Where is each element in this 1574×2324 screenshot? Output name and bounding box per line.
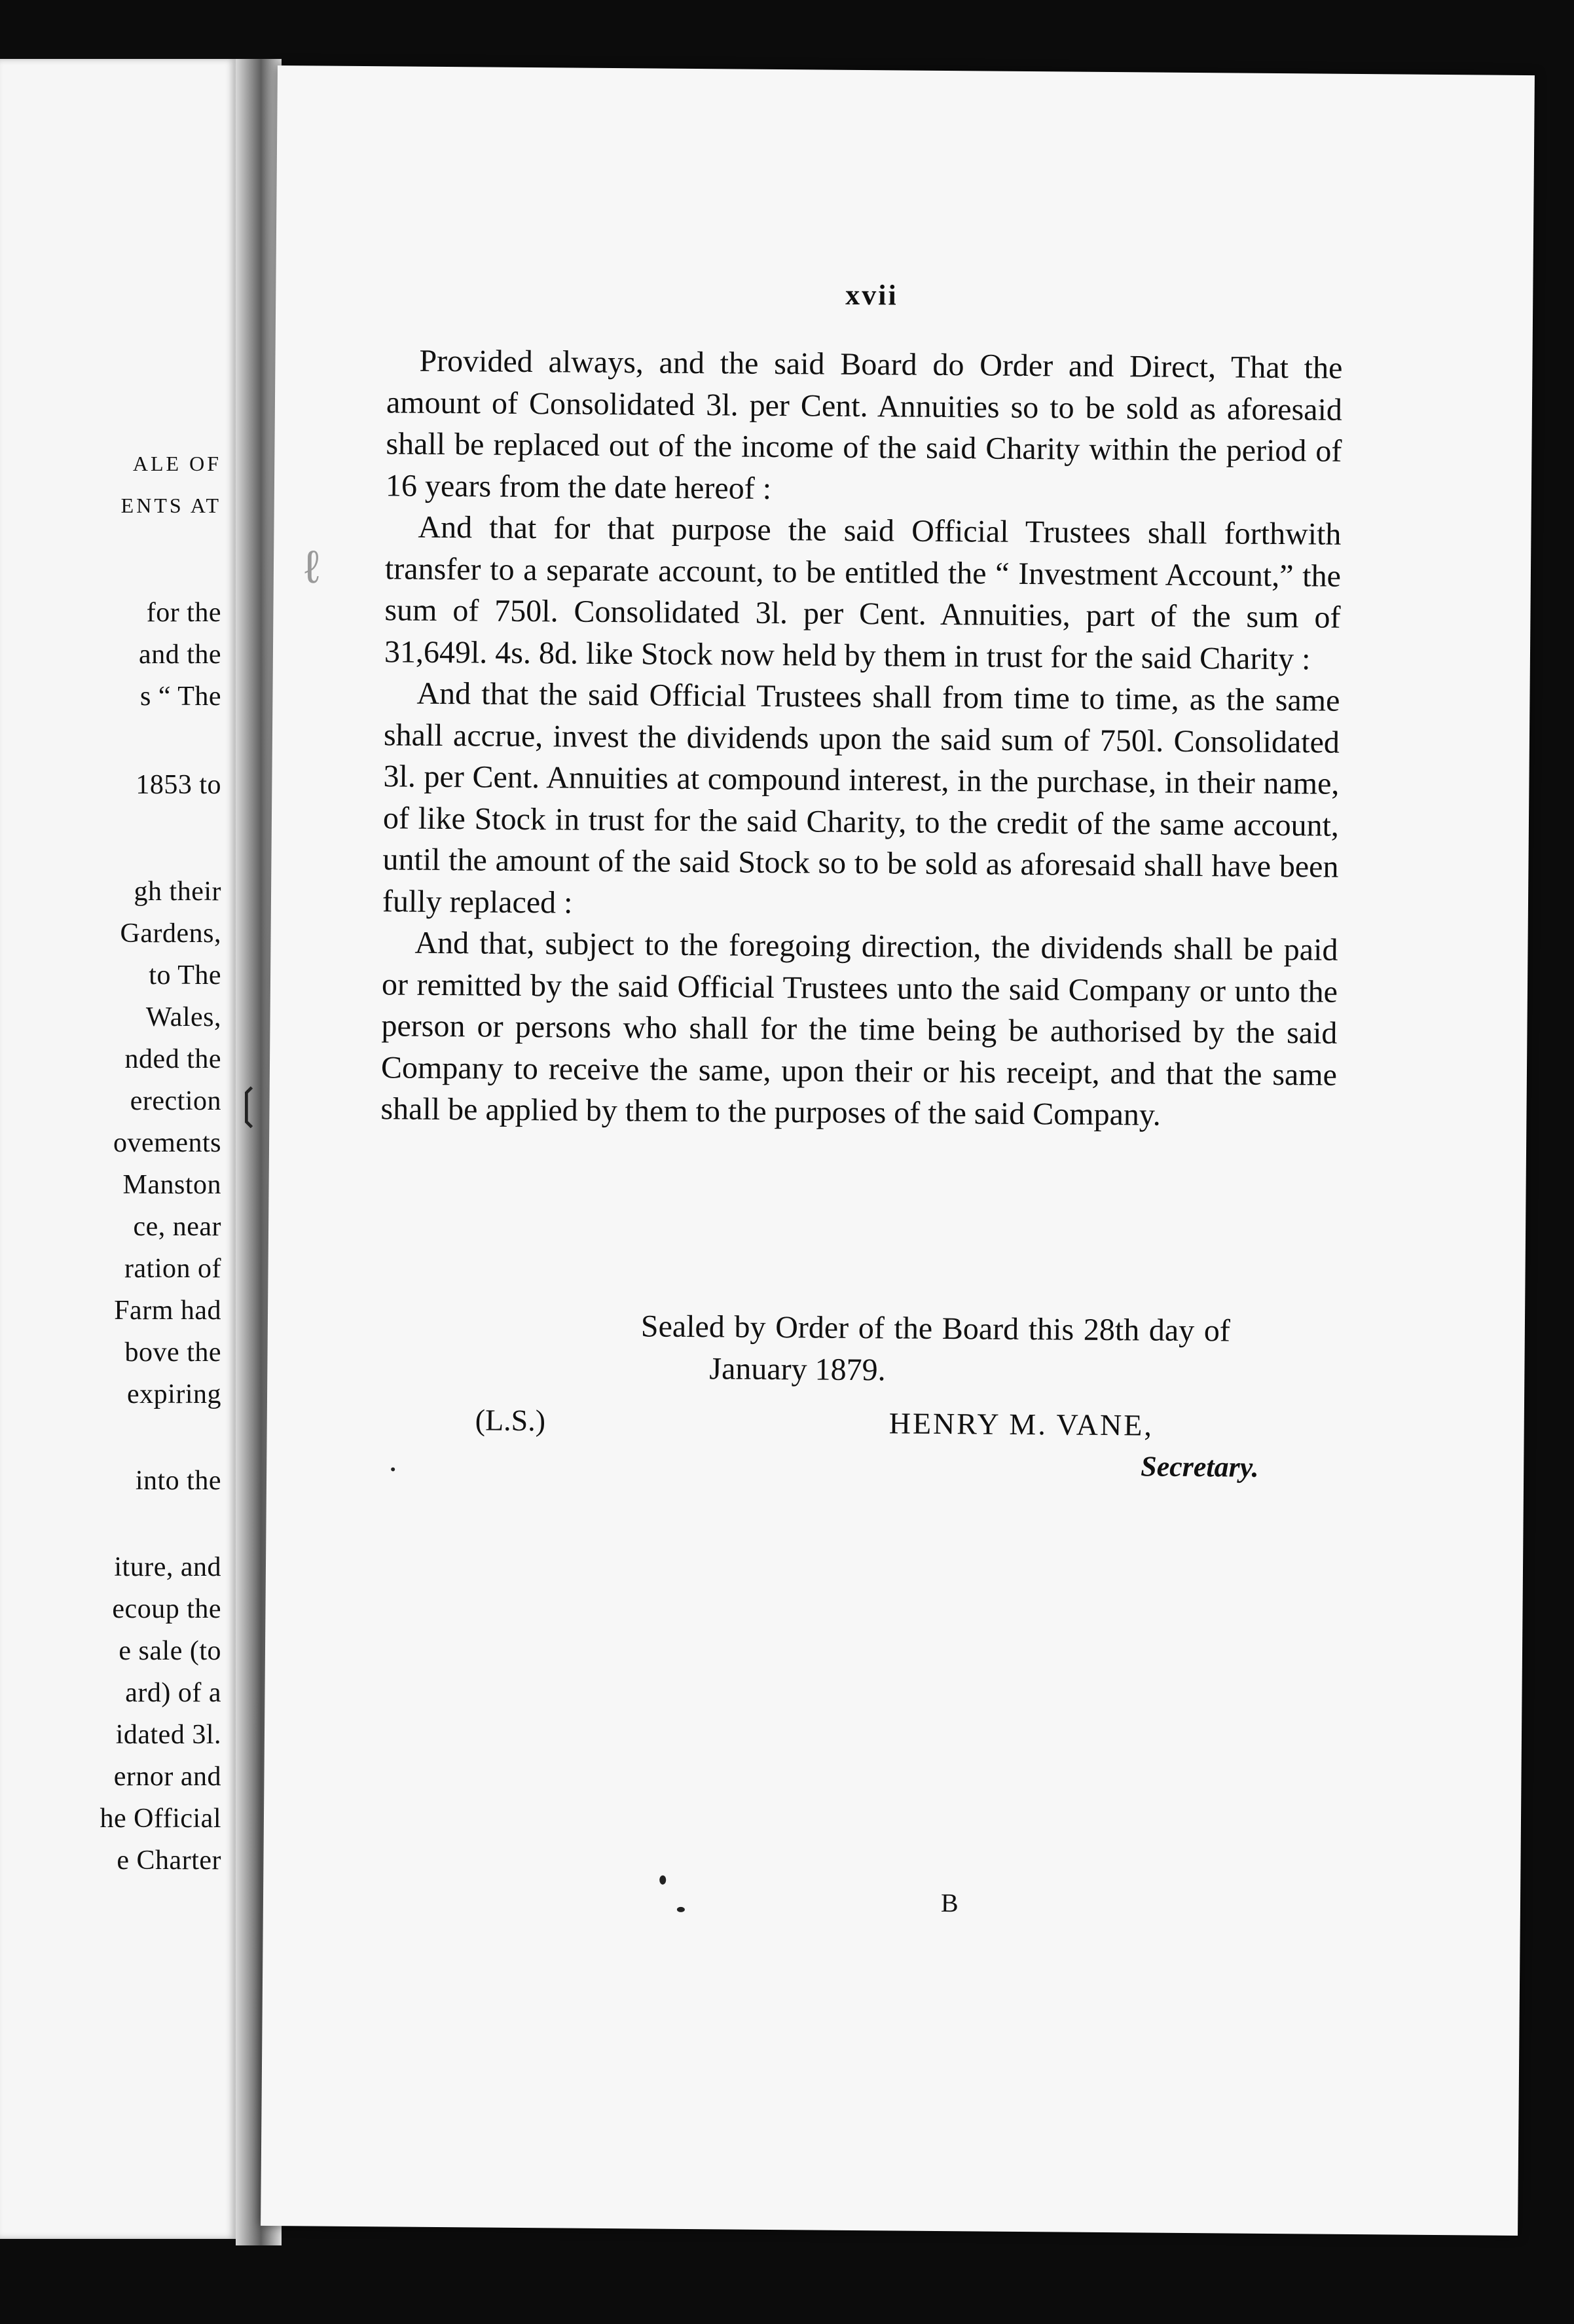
left-page-line: ALE OF: [132, 452, 221, 475]
paragraph: And that the said Official Trustees shall from time to time, as the same shall accrue, invest the dividends upon the said sum of 750l. Consolidated 3l. per Cent. Annuities at compound interest, in the purchase, in their name, of like Stock in trust for the said Charity, to the credit of the same account, until the amount of the said Stock so to be sold as aforesaid shall have been fully replaced :: [382, 676, 1340, 920]
left-page-line: ce, near: [133, 1212, 221, 1242]
left-page-line: to The: [149, 960, 221, 990]
paragraph: Provided always, and the said Board do Order and Direct, That the amount of Consolidated 3l. per Cent. Annuities so to be sold as aforesaid shall be replaced out of the income of the said Charity within the period of 16 years from the date hereof :: [385, 343, 1343, 506]
sealing-date: January 1879.: [709, 1351, 886, 1387]
left-page-line: into the: [135, 1466, 221, 1496]
ink-speck: [659, 1876, 666, 1885]
ink-speck: [391, 1467, 395, 1471]
left-page-line: for the: [146, 598, 221, 628]
paragraph: And that, subject to the foregoing direction, the dividends shall be paid or remitted by the said Official Trustees unto the said Company or unto the person or persons who shall for the time being be authorised by the said Company to receive the same, upon their or his receipt, and that the same shall be applied by them to the purposes of the said Company.: [380, 925, 1338, 1133]
left-page: [0, 59, 236, 2239]
left-page-line: nded the: [124, 1044, 221, 1074]
sealing-line: Sealed by Order of the Board this 28th day of: [640, 1309, 1231, 1349]
signatory-name: HENRY M. VANE,: [888, 1406, 1154, 1442]
left-page-line: ovements: [113, 1128, 221, 1158]
sealing-clause: [640, 1305, 1230, 1393]
body-text: [380, 340, 1342, 1137]
left-page-line: bove the: [124, 1337, 221, 1368]
left-page-line: iture, and: [114, 1552, 221, 1582]
left-page-line: and the: [139, 640, 221, 670]
left-page-line: erection: [130, 1086, 221, 1116]
left-page-line: ENTS AT: [120, 494, 221, 517]
page-number: xvii: [845, 278, 898, 312]
seal-mark: (L.S.): [475, 1403, 546, 1438]
left-page-line: s “ The: [139, 681, 221, 712]
left-page-line: 1853 to: [136, 770, 221, 800]
left-page-line: Wales,: [145, 1002, 221, 1032]
left-page-line: e sale (to: [119, 1636, 221, 1666]
right-page: [261, 65, 1535, 2236]
left-page-line: ecoup the: [112, 1594, 221, 1624]
left-page-line: idated 3l.: [115, 1720, 221, 1750]
signature-mark: B: [940, 1888, 959, 1918]
paragraph: And that for that purpose the said Official Trustees shall forthwith transfer to a separate account, to be entitled the “ Investment Account,” the sum of 750l. Consolidated 3l. per Cent. Annuities, part of the sum of 31,649l. 4s. 8d. like Stock now held by them in trust for the said Charity :: [384, 509, 1342, 676]
left-page-line: he Official: [100, 1804, 221, 1834]
left-page-line: ration of: [124, 1254, 221, 1284]
left-page-line: ernor and: [113, 1762, 221, 1792]
left-page-line: ard) of a: [125, 1678, 221, 1708]
left-page-line: expiring: [127, 1379, 221, 1409]
left-page-line: Farm had: [114, 1296, 221, 1326]
left-page-line: e Charter: [117, 1845, 221, 1876]
bracket-mark-icon: ❲: [230, 1080, 266, 1129]
left-page-line: gh their: [134, 877, 221, 907]
pencil-mark-icon: ℓ: [304, 540, 320, 594]
left-page-line: Manston: [122, 1170, 221, 1200]
ink-speck: [677, 1907, 685, 1912]
signatory-title: Secretary.: [1141, 1450, 1259, 1483]
left-page-line: Gardens,: [120, 918, 221, 949]
